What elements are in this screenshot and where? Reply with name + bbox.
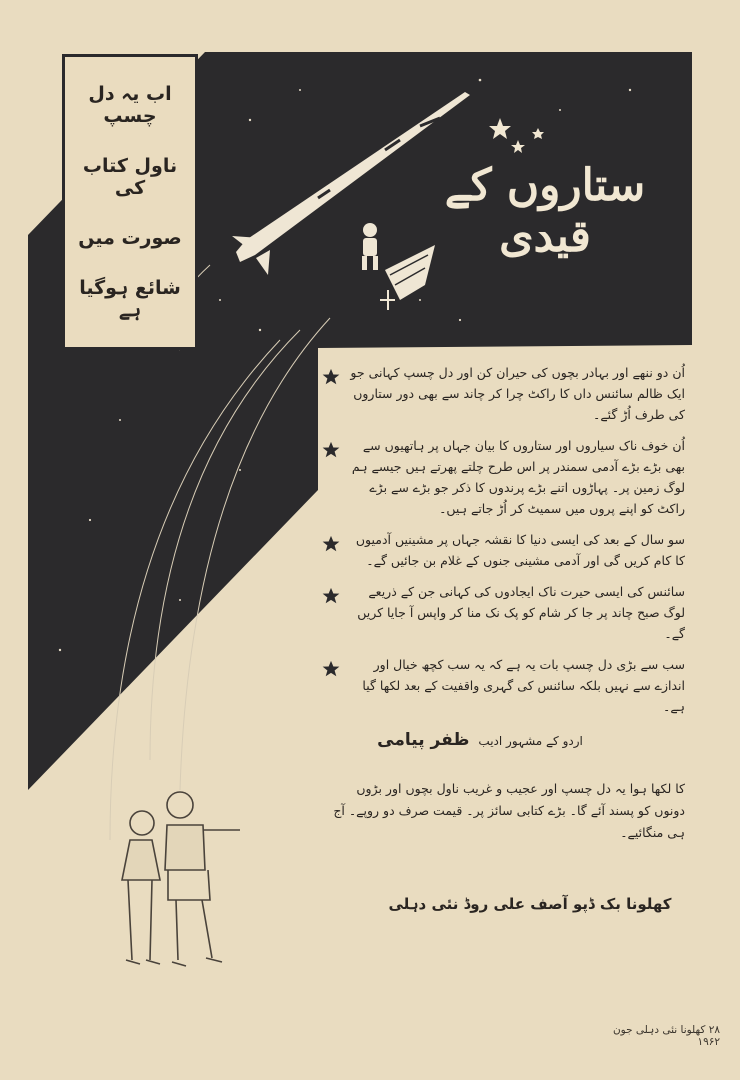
notice-line: ناول کتاب کی	[82, 155, 178, 199]
feature-item	[320, 362, 685, 425]
book-title: ستاروں کے قیدی	[444, 160, 646, 262]
notice-line: شائع ہوگیا ہے	[79, 277, 181, 321]
feature-text: اُن دو ننھے اور بہادر بچوں کی حیران کن اور دل چسپ کہانی جو ایک ظالم سائنس داں کا راکٹ چرا کر چاند سے بھی دور ستاروں کی طرف اُڑ گئے۔	[350, 365, 685, 422]
feature-text: سب سے بڑی دل چسپ بات یہ ہے کہ یہ سب کچھ خیال اور اندازے سے نہیں بلکہ سائنس کی گہری واقفیت کے بعد لکھا گیا ہے۔	[362, 657, 685, 714]
page-footer: ۲۸ کھلونا نئی دہلی جون ۱۹۶۲	[612, 1024, 720, 1048]
feature-text: سو سال کے بعد کی ایسی دنیا کا نقشہ جہاں پر مشینیں آدمیوں کا کام کریں گی اور آدمی مشینی جنوں کے غلام بن جائیں گے۔	[355, 532, 685, 568]
star-bullet-icon	[322, 587, 340, 605]
author-line	[330, 730, 630, 750]
feature-text: اُن خوف ناک سیاروں اور ستاروں کا بیان جہاں پر ہاتھیوں سے بھی بڑے بڑے آدمی سمندر پر اس طرح چلتے پھرتے ہیں جیسے ہم لوگ زمین پر۔ پہاڑوں اتنے بڑے پرندوں کا ذکر جو بڑے سے بڑے راکٹ کو اپنے پروں میں سمیٹ کر اُڑ جاتے ہیں۔	[351, 438, 685, 516]
feature-item	[320, 581, 685, 644]
star-bullet-icon	[322, 535, 340, 553]
star-bullet-icon	[322, 441, 340, 459]
star-bullet-icon	[322, 368, 340, 386]
notice-line: اب یہ دل چسپ	[88, 83, 172, 127]
feature-item	[320, 529, 685, 571]
notice-box	[62, 54, 198, 350]
book-description: کا لکھا ہوا یہ دل چسپ اور عجیب و غریب ناول بچوں اور بڑوں دونوں کو پسند آئے گا۔ بڑے کتابی سائز پر۔ قیمت صرف دو روپے۔ آج ہی منگائیے۔	[333, 781, 685, 840]
feature-item	[320, 654, 685, 717]
children-illustration	[122, 792, 240, 966]
feature-list	[320, 362, 685, 727]
star-bullet-icon	[322, 660, 340, 678]
author-prefix: اردو کے مشہور ادیب	[478, 734, 583, 748]
feature-item	[320, 435, 685, 519]
notice-line: صورت میں	[78, 227, 182, 249]
author-name: ظفر پیامی	[377, 730, 470, 750]
feature-text: سائنس کی ایسی حیرت ناک ایجادوں کی کہانی جن کے ذریعے لوگ صبح چاند پر جا کر شام کو پک نک منا کر واپس آ جایا کریں گے۔	[357, 584, 685, 641]
publisher-address: کھلونا بک ڈپو آصف علی روڈ نئی دہلی	[388, 895, 672, 913]
